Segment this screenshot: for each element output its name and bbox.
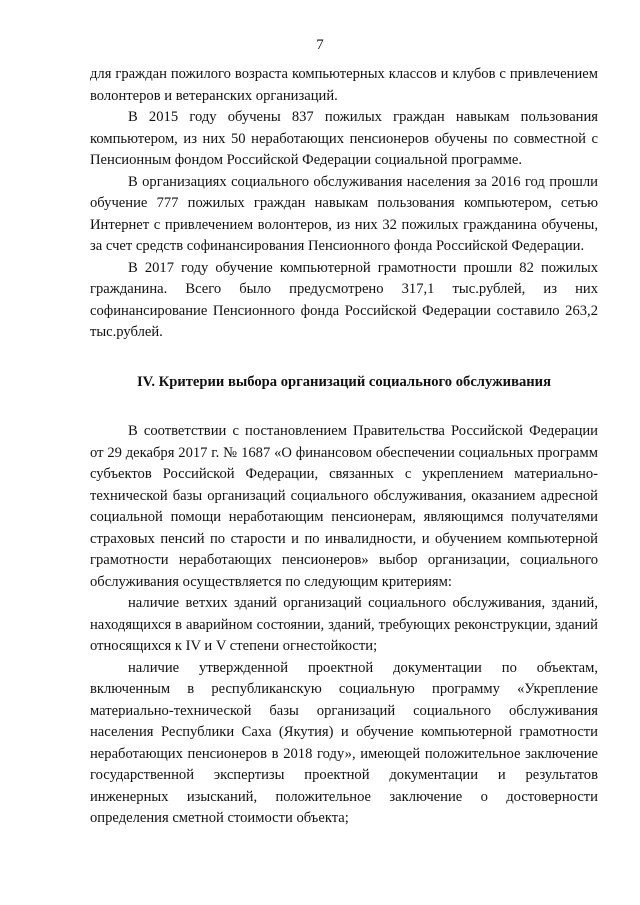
paragraph-criteria-intro: В соответствии с постановлением Правительства Российской Федерации от 29 декабря 2017 г. № 1687 «О финансовом обеспечении социальных программ субъектов Российской Федерации, связанных с укреплением материально-технической базы организаций социального обслуживания, оказанием адресной социальной помощи неработающим пенсионерам, являющимся получателями страховых пенсий по старости и по инвалидности, и обучением компьютерной грамотности неработающих пенсионеров» выбор организации, социального обслуживания осуществляется по следующим критериям: — [90, 423, 598, 590]
paragraph-criterion-old-buildings: наличие ветхих зданий организаций социального обслуживания, зданий, находящихся в аварийном состоянии, зданий, требующих реконструкции, зданий относящихся к IV и V степени огнестойкости; — [90, 595, 598, 654]
paragraph-2017-training: В 2017 году обучение компьютерной грамотности прошли 82 пожилых гражданина. Всего было предусмотрено 317,1 тыс.рублей, из них софинансирование Пенсионного фонда Российской Федерации составило 263,2 тыс.рублей. — [90, 259, 598, 340]
document-body — [90, 64, 598, 830]
paragraph-2016-training: В организациях социального обслуживания населения за 2016 год прошли обучение 777 пожилых граждан навыкам пользования компьютером, сетью Интернет с привлечением волонтеров, из них 32 пожилых гражданина обучены, за счет средств софинансирования Пенсионного фонда Российской Федерации. — [90, 173, 598, 254]
page-number: 7 — [316, 37, 324, 53]
paragraph-continuation: для граждан пожилого возраста компьютерных классов и клубов с привлечением волонтеров и ветеранских организаций. — [90, 66, 598, 104]
section-heading: IV. Критерии выбора организаций социального обслуживания — [137, 373, 551, 390]
paragraph-criterion-project-docs: наличие утвержденной проектной документации по объектам, включенным в республиканскую социальную программу «Укрепление материально-технической базы организаций социального обслуживания населения Республики Саха (Якутия) и обучение компьютерной грамотности неработающих пенсионеров в 2018 году», имеющей положительное заключение государственной экспертизы проектной документации и результатов инженерных изысканий, положительное заключение о достоверности определения сметной стоимости объекта; — [90, 659, 598, 826]
paragraph-2015-training: В 2015 году обучены 837 пожилых граждан навыкам пользования компьютером, из них 50 неработающих пенсионеров обучены по совместной с Пенсионным фондом Российской Федерации социальной программе. — [90, 109, 598, 168]
